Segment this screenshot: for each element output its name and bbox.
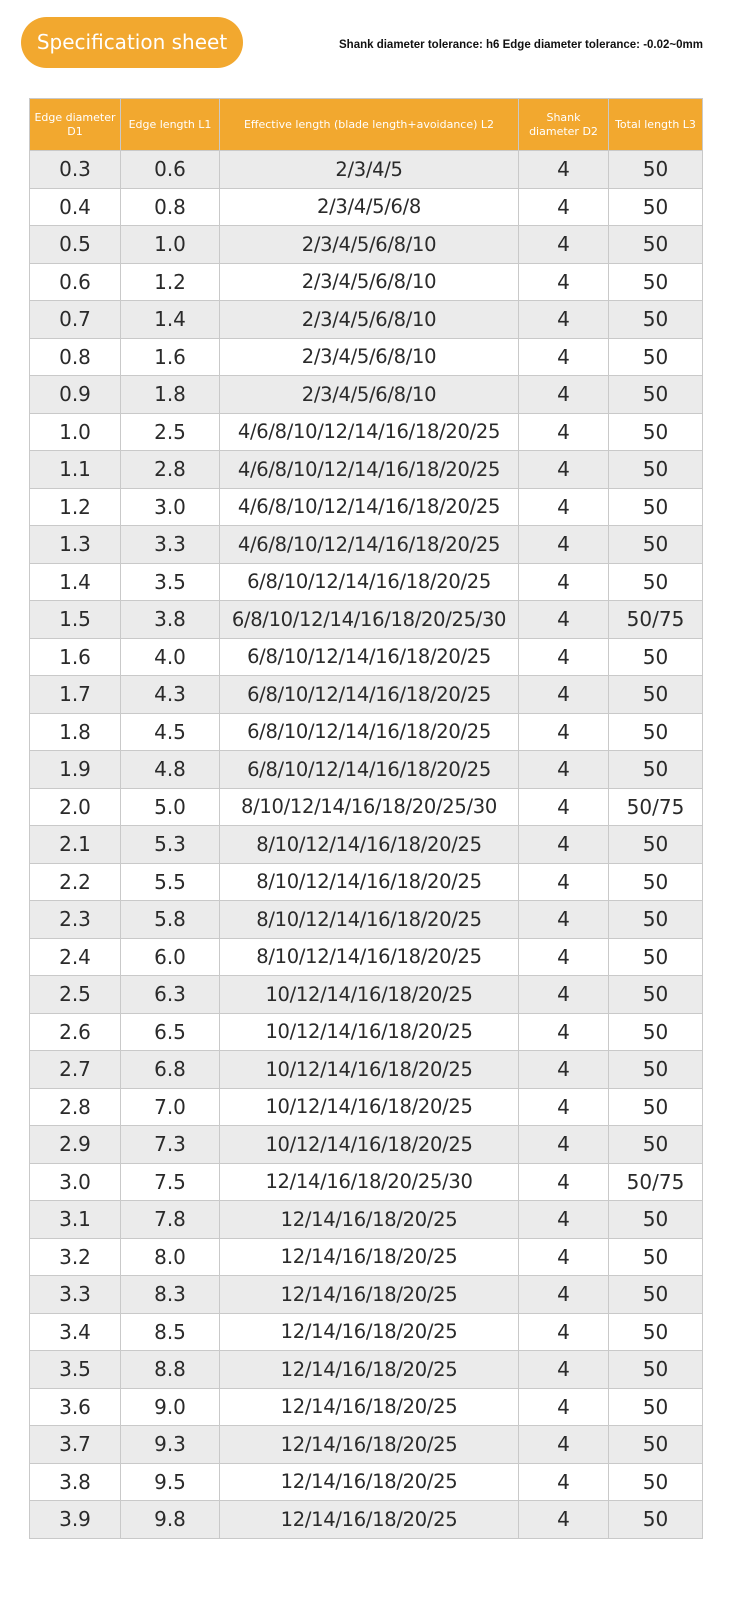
table-row: [30, 1201, 703, 1239]
cell-shank-diameter: 4: [519, 1388, 609, 1426]
column-header-total-length: Total length L3: [609, 99, 703, 151]
table-row: [30, 1163, 703, 1201]
cell-edge-diameter: 2.6: [30, 1013, 121, 1051]
cell-shank-diameter: 4: [519, 488, 609, 526]
cell-effective-length: 10/12/14/16/18/20/25: [220, 976, 519, 1014]
cell-edge-diameter: 0.3: [30, 151, 121, 189]
cell-total-length: 50: [609, 151, 703, 189]
cell-effective-length: 4/6/8/10/12/14/16/18/20/25: [220, 413, 519, 451]
cell-edge-diameter: 2.5: [30, 976, 121, 1014]
cell-edge-length: 5.8: [121, 901, 220, 939]
cell-effective-length: 12/14/16/18/20/25: [220, 1201, 519, 1239]
cell-shank-diameter: 4: [519, 1313, 609, 1351]
cell-total-length: 50: [609, 1126, 703, 1164]
cell-total-length: 50: [609, 226, 703, 264]
cell-total-length: 50: [609, 188, 703, 226]
cell-total-length: 50: [609, 826, 703, 864]
cell-shank-diameter: 4: [519, 1163, 609, 1201]
cell-total-length: 50: [609, 1051, 703, 1089]
cell-total-length: 50: [609, 451, 703, 489]
cell-total-length: 50: [609, 976, 703, 1014]
cell-total-length: 50: [609, 1088, 703, 1126]
cell-edge-diameter: 1.1: [30, 451, 121, 489]
table-row: [30, 151, 703, 189]
cell-edge-length: 0.8: [121, 188, 220, 226]
cell-total-length: 50: [609, 301, 703, 339]
cell-edge-diameter: 3.8: [30, 1463, 121, 1501]
cell-shank-diameter: 4: [519, 863, 609, 901]
table-row: [30, 638, 703, 676]
cell-shank-diameter: 4: [519, 338, 609, 376]
table-row: [30, 376, 703, 414]
table-row: [30, 1013, 703, 1051]
table-row: [30, 901, 703, 939]
tolerance-note: Shank diameter tolerance: h6 Edge diameter tolerance: -0.02~0mm: [339, 39, 703, 51]
cell-edge-length: 9.5: [121, 1463, 220, 1501]
table-row: [30, 226, 703, 264]
cell-edge-diameter: 2.7: [30, 1051, 121, 1089]
table-row: [30, 451, 703, 489]
cell-shank-diameter: 4: [519, 451, 609, 489]
cell-total-length: 50/75: [609, 788, 703, 826]
cell-edge-length: 5.3: [121, 826, 220, 864]
cell-shank-diameter: 4: [519, 788, 609, 826]
cell-edge-diameter: 3.0: [30, 1163, 121, 1201]
table-row: [30, 1238, 703, 1276]
cell-edge-diameter: 1.5: [30, 601, 121, 639]
cell-total-length: 50: [609, 376, 703, 414]
cell-total-length: 50: [609, 488, 703, 526]
cell-edge-diameter: 2.8: [30, 1088, 121, 1126]
column-header-shank-diameter: Shank diameter D2: [519, 99, 609, 151]
cell-shank-diameter: 4: [519, 1126, 609, 1164]
cell-edge-length: 4.8: [121, 751, 220, 789]
cell-edge-diameter: 3.5: [30, 1351, 121, 1389]
table-row: [30, 488, 703, 526]
table-row: [30, 1126, 703, 1164]
cell-effective-length: 6/8/10/12/14/16/18/20/25/30: [220, 601, 519, 639]
cell-edge-length: 5.0: [121, 788, 220, 826]
cell-total-length: 50: [609, 1276, 703, 1314]
cell-effective-length: 6/8/10/12/14/16/18/20/25: [220, 713, 519, 751]
cell-total-length: 50: [609, 1238, 703, 1276]
cell-edge-diameter: 0.4: [30, 188, 121, 226]
table-header: [30, 99, 703, 151]
column-header-effective-length: Effective length (blade length+avoidance) L2: [220, 99, 519, 151]
cell-shank-diameter: 4: [519, 1238, 609, 1276]
cell-effective-length: 12/14/16/18/20/25: [220, 1501, 519, 1539]
table-row: [30, 826, 703, 864]
cell-shank-diameter: 4: [519, 151, 609, 189]
cell-shank-diameter: 4: [519, 1051, 609, 1089]
cell-edge-length: 7.5: [121, 1163, 220, 1201]
cell-total-length: 50: [609, 1013, 703, 1051]
cell-edge-length: 3.8: [121, 601, 220, 639]
cell-edge-diameter: 2.3: [30, 901, 121, 939]
cell-shank-diameter: 4: [519, 638, 609, 676]
cell-shank-diameter: 4: [519, 226, 609, 264]
cell-edge-length: 7.0: [121, 1088, 220, 1126]
cell-edge-diameter: 1.8: [30, 713, 121, 751]
cell-total-length: 50: [609, 1426, 703, 1464]
cell-shank-diameter: 4: [519, 1088, 609, 1126]
cell-edge-length: 3.3: [121, 526, 220, 564]
cell-edge-diameter: 3.9: [30, 1501, 121, 1539]
table-row: [30, 526, 703, 564]
cell-edge-length: 1.4: [121, 301, 220, 339]
cell-edge-diameter: 2.0: [30, 788, 121, 826]
cell-shank-diameter: 4: [519, 1426, 609, 1464]
cell-effective-length: 12/14/16/18/20/25: [220, 1463, 519, 1501]
cell-edge-length: 9.8: [121, 1501, 220, 1539]
table-row: [30, 1388, 703, 1426]
cell-edge-length: 4.0: [121, 638, 220, 676]
cell-total-length: 50: [609, 638, 703, 676]
table-row: [30, 601, 703, 639]
cell-edge-length: 6.8: [121, 1051, 220, 1089]
cell-effective-length: 10/12/14/16/18/20/25: [220, 1088, 519, 1126]
cell-shank-diameter: 4: [519, 938, 609, 976]
table-row: [30, 1351, 703, 1389]
table-row: [30, 976, 703, 1014]
cell-edge-length: 8.0: [121, 1238, 220, 1276]
table-row: [30, 1313, 703, 1351]
cell-effective-length: 12/14/16/18/20/25/30: [220, 1163, 519, 1201]
cell-edge-diameter: 1.3: [30, 526, 121, 564]
table-row: [30, 938, 703, 976]
table-row: [30, 863, 703, 901]
table-body: [30, 151, 703, 1539]
cell-edge-length: 3.5: [121, 563, 220, 601]
cell-shank-diameter: 4: [519, 563, 609, 601]
table-row: [30, 1501, 703, 1539]
cell-edge-diameter: 2.1: [30, 826, 121, 864]
table-row: [30, 676, 703, 714]
cell-edge-length: 1.6: [121, 338, 220, 376]
cell-shank-diameter: 4: [519, 376, 609, 414]
cell-total-length: 50: [609, 901, 703, 939]
cell-effective-length: 6/8/10/12/14/16/18/20/25: [220, 676, 519, 714]
cell-effective-length: 8/10/12/14/16/18/20/25: [220, 901, 519, 939]
table-row: [30, 1463, 703, 1501]
cell-effective-length: 6/8/10/12/14/16/18/20/25: [220, 638, 519, 676]
cell-total-length: 50: [609, 1501, 703, 1539]
cell-edge-length: 3.0: [121, 488, 220, 526]
cell-edge-length: 1.0: [121, 226, 220, 264]
table-row: [30, 1276, 703, 1314]
cell-effective-length: 12/14/16/18/20/25: [220, 1313, 519, 1351]
cell-total-length: 50: [609, 338, 703, 376]
cell-effective-length: 2/3/4/5/6/8/10: [220, 301, 519, 339]
table-row: [30, 1088, 703, 1126]
cell-edge-diameter: 2.9: [30, 1126, 121, 1164]
cell-edge-diameter: 0.6: [30, 263, 121, 301]
cell-effective-length: 6/8/10/12/14/16/18/20/25: [220, 563, 519, 601]
cell-effective-length: 6/8/10/12/14/16/18/20/25: [220, 751, 519, 789]
cell-shank-diameter: 4: [519, 1201, 609, 1239]
cell-shank-diameter: 4: [519, 601, 609, 639]
cell-effective-length: 2/3/4/5/6/8/10: [220, 376, 519, 414]
table-row: [30, 751, 703, 789]
cell-shank-diameter: 4: [519, 263, 609, 301]
cell-shank-diameter: 4: [519, 713, 609, 751]
cell-total-length: 50: [609, 1388, 703, 1426]
table-row: [30, 188, 703, 226]
cell-edge-diameter: 0.8: [30, 338, 121, 376]
cell-shank-diameter: 4: [519, 826, 609, 864]
cell-shank-diameter: 4: [519, 1501, 609, 1539]
cell-edge-length: 0.6: [121, 151, 220, 189]
cell-total-length: 50: [609, 938, 703, 976]
cell-total-length: 50: [609, 413, 703, 451]
table-row: [30, 713, 703, 751]
cell-shank-diameter: 4: [519, 526, 609, 564]
column-header-edge-diameter: Edge diameter D1: [30, 99, 121, 151]
cell-effective-length: 4/6/8/10/12/14/16/18/20/25: [220, 451, 519, 489]
cell-effective-length: 4/6/8/10/12/14/16/18/20/25: [220, 526, 519, 564]
cell-edge-diameter: 1.0: [30, 413, 121, 451]
cell-edge-diameter: 3.6: [30, 1388, 121, 1426]
cell-edge-diameter: 3.7: [30, 1426, 121, 1464]
cell-edge-length: 4.5: [121, 713, 220, 751]
cell-total-length: 50: [609, 1201, 703, 1239]
cell-edge-length: 6.5: [121, 1013, 220, 1051]
cell-edge-length: 2.5: [121, 413, 220, 451]
cell-edge-diameter: 1.4: [30, 563, 121, 601]
header-row: [30, 99, 703, 151]
cell-effective-length: 8/10/12/14/16/18/20/25/30: [220, 788, 519, 826]
cell-total-length: 50: [609, 863, 703, 901]
cell-edge-length: 9.0: [121, 1388, 220, 1426]
cell-total-length: 50/75: [609, 1163, 703, 1201]
page-title: Specification sheet: [21, 17, 243, 68]
cell-total-length: 50: [609, 1351, 703, 1389]
cell-effective-length: 2/3/4/5/6/8/10: [220, 338, 519, 376]
specification-table: [29, 98, 703, 1539]
cell-edge-length: 4.3: [121, 676, 220, 714]
cell-effective-length: 10/12/14/16/18/20/25: [220, 1126, 519, 1164]
cell-edge-length: 7.8: [121, 1201, 220, 1239]
table-row: [30, 301, 703, 339]
cell-shank-diameter: 4: [519, 1463, 609, 1501]
cell-effective-length: 12/14/16/18/20/25: [220, 1388, 519, 1426]
cell-effective-length: 10/12/14/16/18/20/25: [220, 1013, 519, 1051]
cell-shank-diameter: 4: [519, 1013, 609, 1051]
cell-edge-diameter: 0.7: [30, 301, 121, 339]
table-row: [30, 1051, 703, 1089]
cell-effective-length: 8/10/12/14/16/18/20/25: [220, 826, 519, 864]
table-row: [30, 338, 703, 376]
cell-shank-diameter: 4: [519, 1351, 609, 1389]
cell-effective-length: 12/14/16/18/20/25: [220, 1351, 519, 1389]
cell-edge-length: 8.3: [121, 1276, 220, 1314]
cell-effective-length: 2/3/4/5: [220, 151, 519, 189]
cell-total-length: 50/75: [609, 601, 703, 639]
cell-edge-diameter: 1.9: [30, 751, 121, 789]
cell-edge-diameter: 2.2: [30, 863, 121, 901]
cell-edge-diameter: 0.9: [30, 376, 121, 414]
cell-shank-diameter: 4: [519, 413, 609, 451]
cell-total-length: 50: [609, 563, 703, 601]
table-row: [30, 788, 703, 826]
cell-edge-diameter: 3.4: [30, 1313, 121, 1351]
cell-edge-diameter: 3.3: [30, 1276, 121, 1314]
cell-total-length: 50: [609, 263, 703, 301]
cell-effective-length: 4/6/8/10/12/14/16/18/20/25: [220, 488, 519, 526]
cell-edge-length: 5.5: [121, 863, 220, 901]
cell-edge-length: 8.8: [121, 1351, 220, 1389]
cell-effective-length: 8/10/12/14/16/18/20/25: [220, 938, 519, 976]
cell-effective-length: 2/3/4/5/6/8/10: [220, 226, 519, 264]
cell-edge-length: 2.8: [121, 451, 220, 489]
cell-total-length: 50: [609, 1313, 703, 1351]
table-row: [30, 563, 703, 601]
cell-edge-length: 1.8: [121, 376, 220, 414]
cell-effective-length: 8/10/12/14/16/18/20/25: [220, 863, 519, 901]
cell-edge-diameter: 3.2: [30, 1238, 121, 1276]
table-row: [30, 413, 703, 451]
cell-edge-length: 6.3: [121, 976, 220, 1014]
table-row: [30, 1426, 703, 1464]
cell-shank-diameter: 4: [519, 976, 609, 1014]
cell-effective-length: 2/3/4/5/6/8/10: [220, 263, 519, 301]
cell-effective-length: 12/14/16/18/20/25: [220, 1238, 519, 1276]
column-header-edge-length: Edge length L1: [121, 99, 220, 151]
cell-effective-length: 10/12/14/16/18/20/25: [220, 1051, 519, 1089]
cell-effective-length: 2/3/4/5/6/8: [220, 188, 519, 226]
cell-effective-length: 12/14/16/18/20/25: [220, 1276, 519, 1314]
cell-edge-diameter: 1.6: [30, 638, 121, 676]
cell-edge-length: 9.3: [121, 1426, 220, 1464]
cell-shank-diameter: 4: [519, 301, 609, 339]
cell-edge-length: 7.3: [121, 1126, 220, 1164]
cell-shank-diameter: 4: [519, 188, 609, 226]
cell-edge-diameter: 1.7: [30, 676, 121, 714]
table-row: [30, 263, 703, 301]
cell-shank-diameter: 4: [519, 901, 609, 939]
cell-edge-diameter: 2.4: [30, 938, 121, 976]
cell-shank-diameter: 4: [519, 1276, 609, 1314]
cell-total-length: 50: [609, 713, 703, 751]
cell-edge-length: 8.5: [121, 1313, 220, 1351]
cell-total-length: 50: [609, 526, 703, 564]
cell-edge-diameter: 1.2: [30, 488, 121, 526]
cell-total-length: 50: [609, 1463, 703, 1501]
cell-edge-length: 6.0: [121, 938, 220, 976]
cell-shank-diameter: 4: [519, 751, 609, 789]
cell-total-length: 50: [609, 676, 703, 714]
cell-total-length: 50: [609, 751, 703, 789]
cell-shank-diameter: 4: [519, 676, 609, 714]
cell-edge-length: 1.2: [121, 263, 220, 301]
cell-edge-diameter: 3.1: [30, 1201, 121, 1239]
cell-edge-diameter: 0.5: [30, 226, 121, 264]
cell-effective-length: 12/14/16/18/20/25: [220, 1426, 519, 1464]
